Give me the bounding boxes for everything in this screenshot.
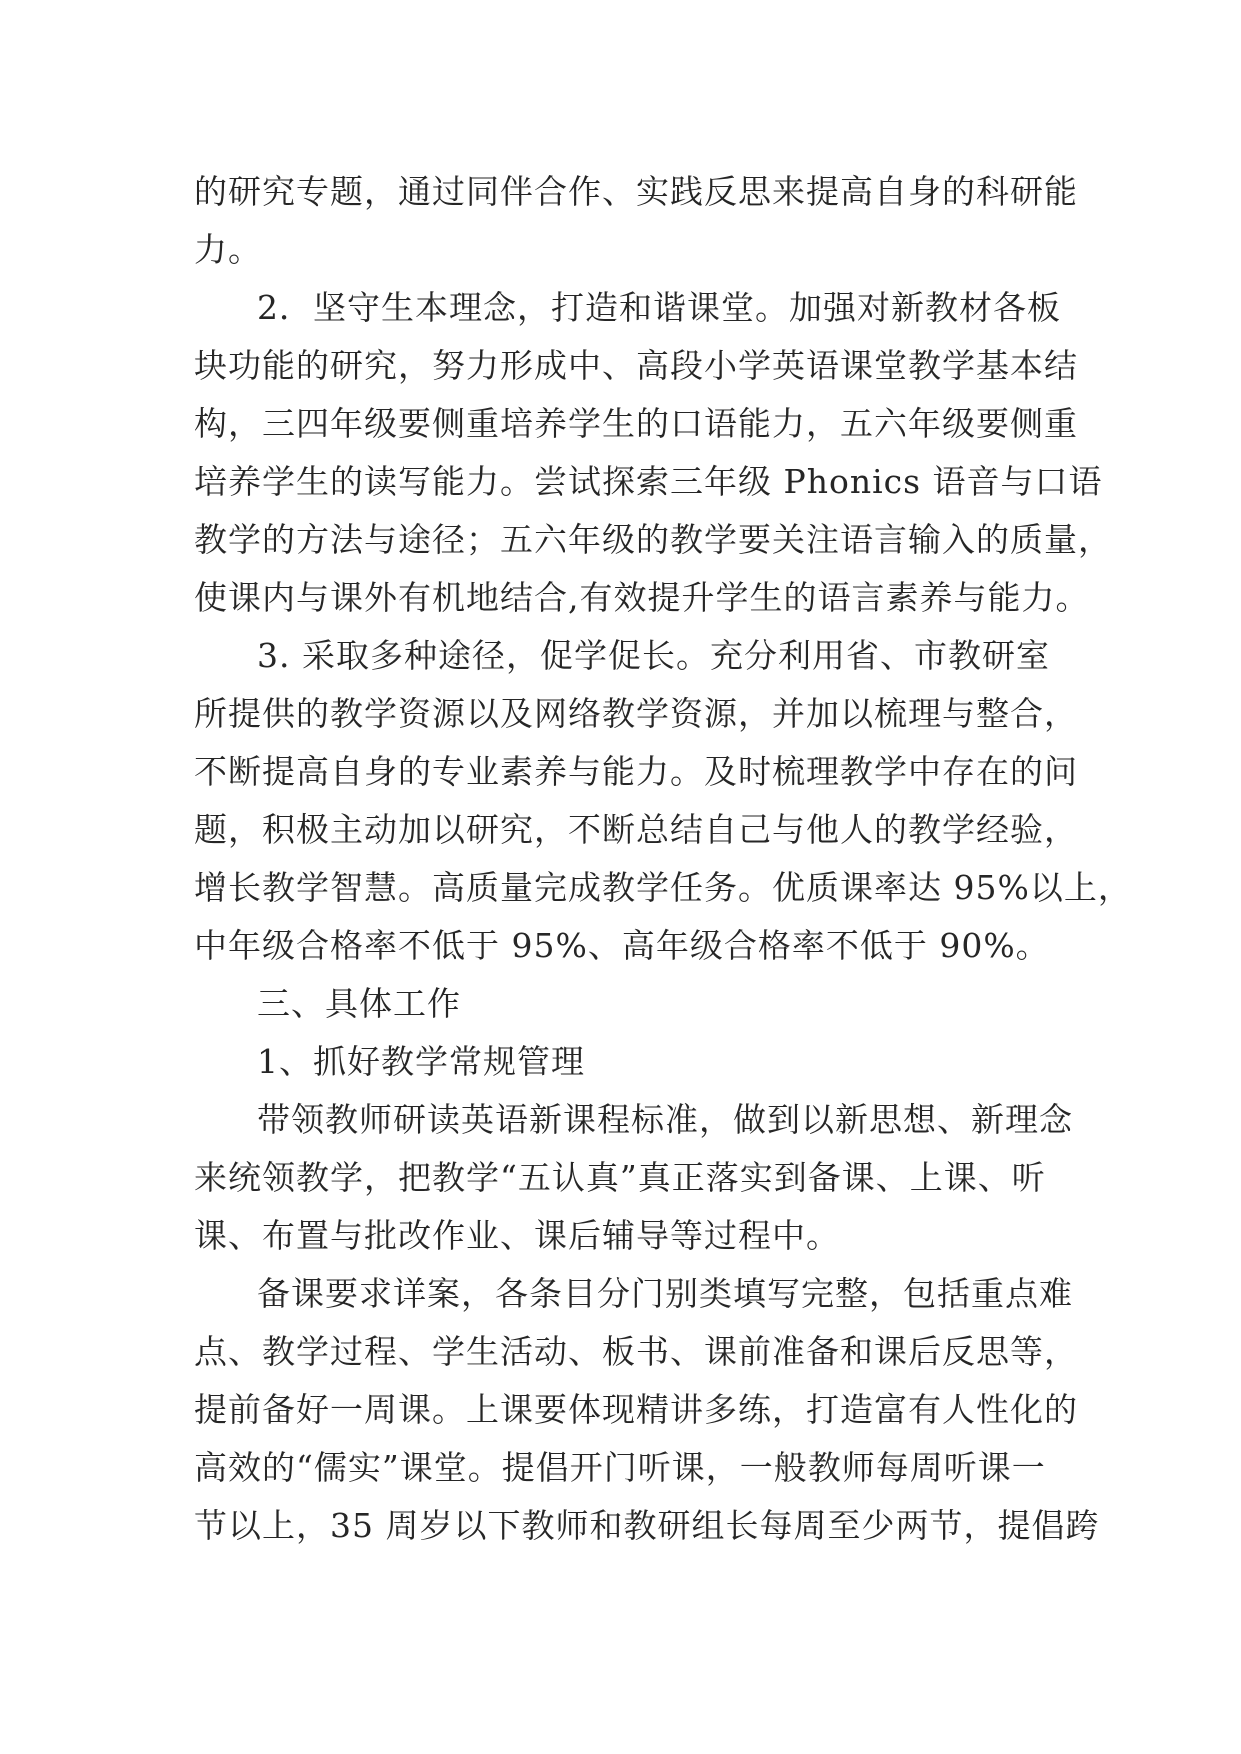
- text-line: 高效的“儒实”课堂。提倡开门听课，一般教师每周听课一: [194, 1448, 1046, 1487]
- text-line: 题，积极主动加以研究，不断总结自己与他人的教学经验，: [194, 810, 1078, 849]
- text-line: 中年级合格率不低于 95%、高年级合格率不低于 90%。: [194, 926, 1050, 965]
- text-line: 力。: [194, 230, 262, 269]
- text-line: 2．坚守生本理念，打造和谐课堂。加强对新教材各板: [257, 288, 1061, 327]
- text-line: 备课要求详案，各条目分门别类填写完整，包括重点难: [257, 1274, 1073, 1313]
- text-line: 增长教学智慧。高质量完成教学任务。优质课率达 95%以上，: [194, 868, 1132, 907]
- section-heading: 三、具体工作: [257, 984, 461, 1023]
- text-line: 培养学生的读写能力。尝试探索三年级 Phonics 语音与口语: [194, 462, 1103, 501]
- text-line: 点、教学过程、学生活动、板书、课前准备和课后反思等，: [194, 1332, 1078, 1371]
- text-line: 所提供的教学资源以及网络教学资源，并加以梳理与整合，: [194, 694, 1078, 733]
- text-line: 课、布置与批改作业、课后辅导等过程中。: [194, 1216, 840, 1255]
- text-line: 构，三四年级要侧重培养学生的口语能力，五六年级要侧重: [194, 404, 1078, 443]
- text-line: 节以上，35 周岁以下教师和教研组长每周至少两节，提倡跨: [194, 1506, 1100, 1545]
- text-line: 使课内与课外有机地结合,有效提升学生的语言素养与能力。: [194, 578, 1090, 617]
- text-line: 的研究专题，通过同伴合作、实践反思来提高自身的科研能: [194, 172, 1078, 211]
- subsection-heading: 1、抓好教学常规管理: [257, 1042, 585, 1081]
- text-line: 教学的方法与途径；五六年级的教学要关注语言输入的质量，: [194, 520, 1112, 559]
- text-line: 块功能的研究，努力形成中、高段小学英语课堂教学基本结: [194, 346, 1078, 385]
- text-line: 来统领教学，把教学“五认真”真正落实到备课、上课、听: [194, 1158, 1046, 1197]
- text-line: 提前备好一周课。上课要体现精讲多练，打造富有人性化的: [194, 1390, 1078, 1429]
- text-line: 不断提高自身的专业素养与能力。及时梳理教学中存在的问: [194, 752, 1078, 791]
- text-line: 带领教师研读英语新课程标准，做到以新思想、新理念: [257, 1100, 1073, 1139]
- text-line: 3. 采取多种途径，促学促长。充分利用省、市教研室: [257, 636, 1050, 675]
